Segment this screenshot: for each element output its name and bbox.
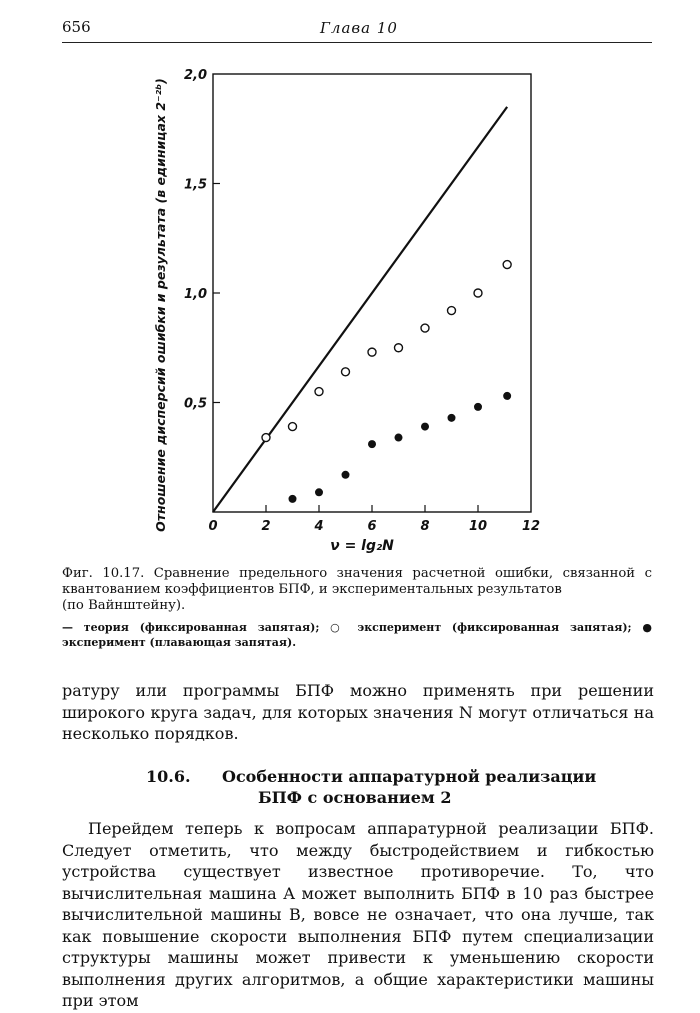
x-tick-label: 12	[521, 519, 540, 534]
section-title-line-2: БПФ с основанием 2	[258, 788, 452, 807]
fixed-point-experiment-point	[474, 289, 482, 297]
chart-ticks	[184, 68, 540, 534]
fixed-point-experiment-point	[262, 434, 270, 442]
fixed-point-experiment-point	[315, 388, 323, 396]
fixed-point-experiment-point	[342, 368, 350, 376]
x-tick-label: 0	[208, 519, 218, 534]
y-tick-label: 2,0	[183, 68, 207, 83]
floating-point-experiment-point	[342, 471, 350, 479]
floating-point-experiment-point	[474, 403, 482, 411]
page-number: 656	[62, 18, 91, 36]
paragraph-1: ратуру или программы БПФ можно применять при решении широкого круга задач, для которых значения N могут отличаться на несколько порядков.	[62, 681, 654, 743]
chart-marks	[213, 107, 511, 512]
fixed-point-experiment-point	[368, 348, 376, 356]
paragraph-2: Перейдем теперь к вопросам аппаратурной реализации БПФ. Следует отметить, что между быстродействием и гибкостью устройства существует известное противоречие. То, что вычислительная машина A может выполнить БПФ в 10 раз быстрее вычислительной машины B, вовсе не означает, что она лучше, так как повышение скорости выполнения БПФ путем специализации структуры машины может привести к уменьшению скорости выполнения других алгоритмов, а общие характеристики машины при этом	[62, 819, 654, 1010]
fixed-point-experiment-point	[289, 423, 297, 431]
fixed-point-experiment-point	[421, 324, 429, 332]
y-tick-label: 1,5	[183, 177, 207, 193]
floating-point-experiment-point	[448, 414, 456, 422]
caption-text: Фиг. 10.17. Сравнение предельного значения расчетной ошибки, связанной с квантованием коэффициентов БПФ, и экспериментальных результатов	[62, 566, 652, 597]
caption-source: (по Вайнштейну).	[62, 598, 186, 613]
section-number: 10.6.	[146, 767, 191, 786]
figure-caption	[62, 566, 652, 614]
x-tick-label: 10	[468, 519, 488, 534]
x-tick-label: 6	[367, 519, 377, 534]
floating-point-experiment-point	[315, 488, 323, 496]
fixed-point-experiment-point	[503, 261, 511, 269]
floating-point-experiment-point	[289, 495, 297, 503]
y-tick-label: 0,5	[183, 396, 207, 412]
theory-line	[213, 107, 507, 512]
figure-legend: — теория (фиксированная запятая); ○ эксперимент (фиксированная запятая); ● эксперимент (плавающая запятая).	[62, 621, 652, 649]
section-title-line-1: Особенности аппаратурной реализации	[222, 767, 597, 786]
fixed-point-experiment-point	[395, 344, 403, 352]
x-tick-label: 8	[420, 519, 430, 534]
floating-point-experiment-point	[421, 423, 429, 431]
chapter-title: Глава 10	[320, 19, 398, 37]
figure-chart	[140, 60, 540, 560]
floating-point-experiment-point	[503, 392, 511, 400]
x-tick-label: 2	[261, 519, 271, 534]
x-axis-label: ν = lg₂N	[330, 538, 394, 554]
x-tick-label: 4	[314, 519, 324, 534]
y-tick-label: 1,0	[183, 287, 207, 302]
page-header	[62, 18, 652, 42]
floating-point-experiment-point	[368, 440, 376, 448]
floating-point-experiment-point	[395, 434, 403, 442]
header-rule	[62, 42, 652, 43]
y-axis-label: Отношение дисперсий ошибки и результата (в единицах 2⁻²ᵇ)	[153, 78, 168, 532]
fixed-point-experiment-point	[448, 307, 456, 315]
